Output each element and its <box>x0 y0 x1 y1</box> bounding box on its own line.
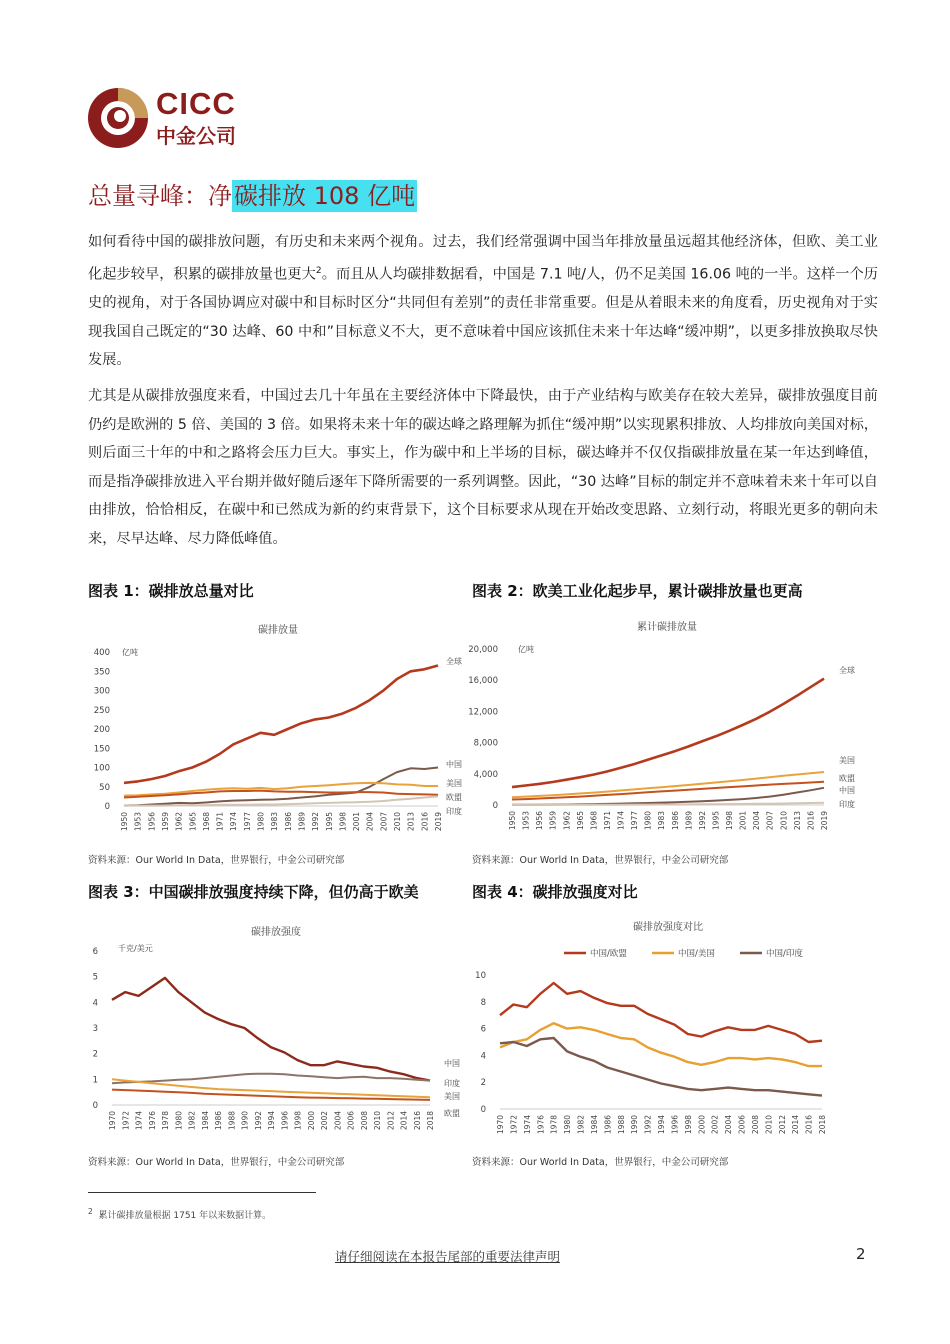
section-title-prefix: 总量寻峰：净 <box>88 182 232 210</box>
x-tick-label: 1980 <box>643 811 653 831</box>
x-tick-label: 1976 <box>536 1115 546 1135</box>
x-tick-label: 2001 <box>738 811 748 831</box>
x-tick-label: 1992 <box>253 1111 263 1131</box>
x-tick-label: 1982 <box>576 1115 586 1135</box>
x-tick-label: 2018 <box>818 1115 827 1135</box>
section-title <box>88 176 417 212</box>
x-tick-label: 2010 <box>373 1111 382 1131</box>
x-tick-label: 1978 <box>549 1115 559 1135</box>
chart-intensity-ratio <box>472 912 862 1148</box>
footnote-number: 2 <box>88 1207 93 1216</box>
x-tick-label: 1983 <box>270 812 280 832</box>
y-tick-label: 350 <box>93 667 110 678</box>
chart-title: 碳排放强度 <box>251 927 301 938</box>
x-tick-label: 1984 <box>589 1115 599 1135</box>
series-line-0 <box>124 666 438 783</box>
paragraph-1-text-cont: 。而且从人均碳排数据看，中国是 7.1 吨/人，仍不足美国 16.06 吨的一半。这样一个历史的视角，对于各国协调应对碳中和目标时区分“共同但有差别”的责任非常重要。但是从着眼未来的角度看，历史视角对于实现我国自己既定的“30 达峰、60 中和”目标意义不大，更不意味着中国应该抓住未来十年达峰“缓冲期”，以更多排放换取尽快发展。 <box>88 266 878 369</box>
x-tick-label: 2001 <box>352 812 362 832</box>
x-tick-label: 2012 <box>777 1115 787 1135</box>
chart-title: 碳排放强度对比 <box>633 922 703 933</box>
figure-4-title: 图表 4：碳排放强度对比 <box>472 883 638 901</box>
x-tick-label: 1959 <box>548 811 558 831</box>
x-tick-label: 1995 <box>324 812 334 832</box>
x-tick-label: 2002 <box>320 1111 329 1131</box>
series-label: 美国 <box>446 779 462 788</box>
chart-unit-label: 亿吨 <box>122 648 138 657</box>
y-tick-label: 150 <box>93 744 110 755</box>
x-tick-label: 1998 <box>683 1115 693 1135</box>
x-tick-label: 2008 <box>359 1111 369 1131</box>
page-number: 2 <box>856 1245 866 1263</box>
x-tick-label: 1971 <box>602 811 612 831</box>
x-tick-label: 1974 <box>229 812 239 832</box>
x-tick-label: 2008 <box>750 1115 760 1135</box>
logo-name-cn: 中金公司 <box>156 124 236 148</box>
y-tick-label: 16,000 <box>468 676 498 687</box>
x-tick-label: 1998 <box>725 811 735 831</box>
footnote <box>88 1207 271 1221</box>
x-tick-label: 2000 <box>306 1111 316 1131</box>
x-tick-label: 2016 <box>412 1111 422 1131</box>
x-tick-label: 1986 <box>214 1111 223 1131</box>
series-label: 欧盟 <box>839 774 855 783</box>
chart-cumulative-emissions <box>468 612 862 847</box>
x-tick-label: 1976 <box>147 1111 157 1131</box>
y-tick-label: 400 <box>93 648 110 658</box>
series-line-2 <box>112 1079 430 1097</box>
x-tick-label: 1980 <box>256 812 266 832</box>
series-line-1 <box>112 1074 430 1084</box>
x-tick-label: 1989 <box>297 812 307 832</box>
x-tick-label: 1992 <box>643 1115 653 1135</box>
chart-unit-label: 亿吨 <box>518 645 534 654</box>
series-label: 印度 <box>839 800 855 809</box>
x-tick-label: 1980 <box>563 1115 573 1135</box>
x-tick-label: 2004 <box>365 812 375 832</box>
x-tick-label: 1953 <box>133 812 143 832</box>
x-tick-label: 1970 <box>108 1111 117 1131</box>
footnote-divider <box>88 1192 316 1193</box>
x-tick-label: 1974 <box>616 811 626 831</box>
series-label: 中国 <box>446 760 462 769</box>
y-tick-label: 8,000 <box>473 738 498 749</box>
x-tick-label: 2006 <box>346 1111 356 1131</box>
x-tick-label: 1970 <box>496 1115 505 1135</box>
y-tick-label: 20,000 <box>468 645 498 655</box>
y-tick-label: 4,000 <box>473 769 498 780</box>
figure-2-title: 图表 2：欧美工业化起步早，累计碳排放量也更高 <box>472 582 803 600</box>
x-tick-label: 1982 <box>187 1111 197 1131</box>
series-label: 欧盟 <box>446 793 462 802</box>
x-tick-label: 1998 <box>293 1111 303 1131</box>
legend-label: 中国/印度 <box>766 949 803 959</box>
x-tick-label: 2004 <box>752 811 762 831</box>
series-line-0 <box>112 978 430 1081</box>
series-label: 中国 <box>444 1059 460 1068</box>
x-tick-label: 1988 <box>227 1111 237 1131</box>
series-label: 中国 <box>839 786 855 795</box>
x-tick-label: 2010 <box>393 812 403 832</box>
x-tick-label: 2004 <box>724 1115 734 1135</box>
y-tick-label: 8 <box>480 997 486 1008</box>
x-tick-label: 2013 <box>406 812 416 832</box>
x-tick-label: 2016 <box>804 1115 814 1135</box>
x-tick-label: 2014 <box>791 1115 801 1135</box>
chart-emission-intensity <box>88 916 473 1148</box>
x-tick-label: 1965 <box>188 812 198 832</box>
x-tick-label: 1971 <box>215 812 225 832</box>
series-line-0 <box>500 983 822 1042</box>
x-tick-label: 1974 <box>134 1111 144 1131</box>
y-tick-label: 6 <box>480 1024 486 1035</box>
x-tick-label: 1986 <box>603 1115 613 1135</box>
y-tick-label: 0 <box>92 1101 98 1111</box>
x-tick-label: 1989 <box>684 811 694 831</box>
x-tick-label: 2004 <box>333 1111 343 1131</box>
x-tick-label: 2016 <box>806 811 816 831</box>
y-tick-label: 100 <box>93 763 110 774</box>
x-tick-label: 2013 <box>792 811 802 831</box>
legal-disclaimer-link[interactable]: 请仔细阅读在本报告尾部的重要法律声明 <box>335 1249 561 1264</box>
x-tick-label: 1956 <box>147 812 157 832</box>
x-tick-label: 2006 <box>737 1115 747 1135</box>
series-label: 全球 <box>839 666 855 675</box>
y-tick-label: 6 <box>92 947 98 957</box>
chart-title: 累计碳排放量 <box>637 622 697 633</box>
chart-carbon-emissions <box>88 612 473 847</box>
y-tick-label: 200 <box>93 725 110 735</box>
x-tick-label: 1980 <box>174 1111 184 1131</box>
y-tick-label: 250 <box>93 705 110 716</box>
x-tick-label: 2016 <box>420 812 430 832</box>
x-tick-label: 1992 <box>697 811 707 831</box>
y-tick-label: 12,000 <box>468 707 498 718</box>
x-tick-label: 1990 <box>240 1111 250 1131</box>
x-tick-label: 1977 <box>242 812 252 832</box>
series-line-3 <box>124 791 438 798</box>
x-tick-label: 2018 <box>426 1111 435 1131</box>
x-tick-label: 2010 <box>764 1115 774 1135</box>
y-tick-label: 5 <box>92 972 98 983</box>
x-tick-label: 1994 <box>267 1111 276 1131</box>
series-line-0 <box>512 679 824 788</box>
x-tick-label: 1950 <box>508 811 517 831</box>
y-tick-label: 300 <box>93 686 110 697</box>
y-tick-label: 1 <box>92 1075 98 1086</box>
x-tick-label: 1996 <box>280 1111 290 1131</box>
y-tick-label: 3 <box>92 1024 98 1034</box>
x-tick-label: 1965 <box>575 811 585 831</box>
x-tick-label: 1956 <box>535 811 545 831</box>
paragraph-1 <box>88 228 878 375</box>
x-tick-label: 1984 <box>200 1111 210 1131</box>
y-tick-label: 10 <box>475 971 486 981</box>
figure-2-source: 资料来源：Our World In Data，世界银行，中金公司研究部 <box>472 855 729 866</box>
x-tick-label: 1962 <box>174 812 184 832</box>
logo-name-en: CICC <box>156 86 236 121</box>
y-tick-label: 2 <box>480 1078 486 1089</box>
x-tick-label: 1959 <box>160 812 170 832</box>
x-tick-label: 1950 <box>120 812 129 832</box>
x-tick-label: 1992 <box>311 812 321 832</box>
x-tick-label: 1962 <box>562 811 572 831</box>
figure-3-title: 图表 3：中国碳排放强度持续下降，但仍高于欧美 <box>88 883 419 901</box>
y-tick-label: 0 <box>492 801 498 811</box>
x-tick-label: 2002 <box>710 1115 720 1135</box>
series-label: 欧盟 <box>444 1109 460 1118</box>
x-tick-label: 1953 <box>521 811 531 831</box>
series-label: 印度 <box>444 1079 460 1088</box>
series-label: 美国 <box>444 1092 460 1101</box>
chart-unit-label: 千克/美元 <box>118 944 153 953</box>
x-tick-label: 2014 <box>399 1111 409 1131</box>
x-tick-label: 1994 <box>657 1115 666 1135</box>
x-tick-label: 2007 <box>765 811 775 831</box>
series-line-2 <box>500 1038 822 1096</box>
x-tick-label: 1974 <box>522 1115 532 1135</box>
cicc-logo <box>86 86 256 150</box>
x-tick-label: 1998 <box>338 812 348 832</box>
section-title-highlight: 碳排放 108 亿吨 <box>234 182 416 210</box>
x-tick-label: 1988 <box>616 1115 626 1135</box>
series-label: 美国 <box>839 756 855 765</box>
x-tick-label: 2019 <box>820 811 829 831</box>
x-tick-label: 1968 <box>201 812 211 832</box>
y-tick-label: 0 <box>480 1105 486 1115</box>
paragraph-1-text: 如何看待中国的碳排放问题，有历史和未来两个视角。过去，我们经常强调中国当年排放量虽远超其他经济体，但欧、美工业化起步较早，积累的碳排放量也更大 <box>88 234 878 283</box>
x-tick-label: 1968 <box>589 811 599 831</box>
x-tick-label: 1978 <box>161 1111 170 1131</box>
footnote-ref: 2 <box>315 265 322 276</box>
x-tick-label: 1977 <box>630 811 640 831</box>
series-line-2 <box>512 782 824 800</box>
cicc-emblem-icon <box>86 86 150 150</box>
legend-label: 中国/欧盟 <box>590 949 627 959</box>
series-label: 印度 <box>446 807 462 816</box>
figure-1-source: 资料来源：Our World In Data，世界银行，中金公司研究部 <box>88 855 345 866</box>
x-tick-label: 1986 <box>283 812 293 832</box>
figure-4-source: 资料来源：Our World In Data，世界银行，中金公司研究部 <box>472 1157 729 1168</box>
x-tick-label: 1986 <box>670 811 680 831</box>
y-tick-label: 50 <box>99 782 110 793</box>
y-tick-label: 4 <box>92 998 98 1009</box>
x-tick-label: 1983 <box>657 811 667 831</box>
figure-1-title: 图表 1：碳排放总量对比 <box>88 582 254 600</box>
x-tick-label: 1972 <box>509 1115 519 1135</box>
legend-label: 中国/美国 <box>678 949 715 959</box>
x-tick-label: 1996 <box>670 1115 680 1135</box>
chart-title: 碳排放量 <box>258 625 298 636</box>
x-tick-label: 2000 <box>697 1115 707 1135</box>
y-tick-label: 2 <box>92 1049 98 1060</box>
x-tick-label: 1995 <box>711 811 721 831</box>
series-label: 全球 <box>446 657 462 666</box>
footnote-text: 累计碳排放量根据 1751 年以来数据计算。 <box>98 1211 272 1221</box>
x-tick-label: 2019 <box>434 812 443 832</box>
x-tick-label: 2007 <box>379 812 389 832</box>
series-line-1 <box>500 1023 822 1066</box>
figure-3-source: 资料来源：Our World In Data，世界银行，中金公司研究部 <box>88 1157 345 1168</box>
y-tick-label: 0 <box>104 802 110 812</box>
y-tick-label: 4 <box>480 1051 486 1062</box>
x-tick-label: 2012 <box>386 1111 396 1131</box>
x-tick-label: 2010 <box>779 811 789 831</box>
paragraph-2: 尤其是从碳排放强度来看，中国过去几十年虽在主要经济体中下降最快，由于产业结构与欧美存在较大差异，碳排放强度目前仍约是欧洲的 5 倍、美国的 3 倍。如果将未来十年的碳达峰之路理解为抓住“缓冲期”以实现累积排放、人均排放向美国对标，则后面三十年的中和之路将会压力巨大。事实上，作为碳中和上半场的目标，碳达峰并不仅仅指碳排放量在某一年达到峰值，而是指净碳排放进入平台期并做好随后逐年下降所需要的一系列调整。因此，“30 达峰”目标的制定并不意味着未来十年可以自由排放，恰恰相反，在碳中和已然成为新的约束背景下，这个目标要求从现在开始改变思路、立刻行动，将眼光更多的朝向未来，尽早达峰、尽力降低峰值。 <box>88 388 878 547</box>
x-tick-label: 1972 <box>121 1111 131 1131</box>
x-tick-label: 1990 <box>630 1115 640 1135</box>
